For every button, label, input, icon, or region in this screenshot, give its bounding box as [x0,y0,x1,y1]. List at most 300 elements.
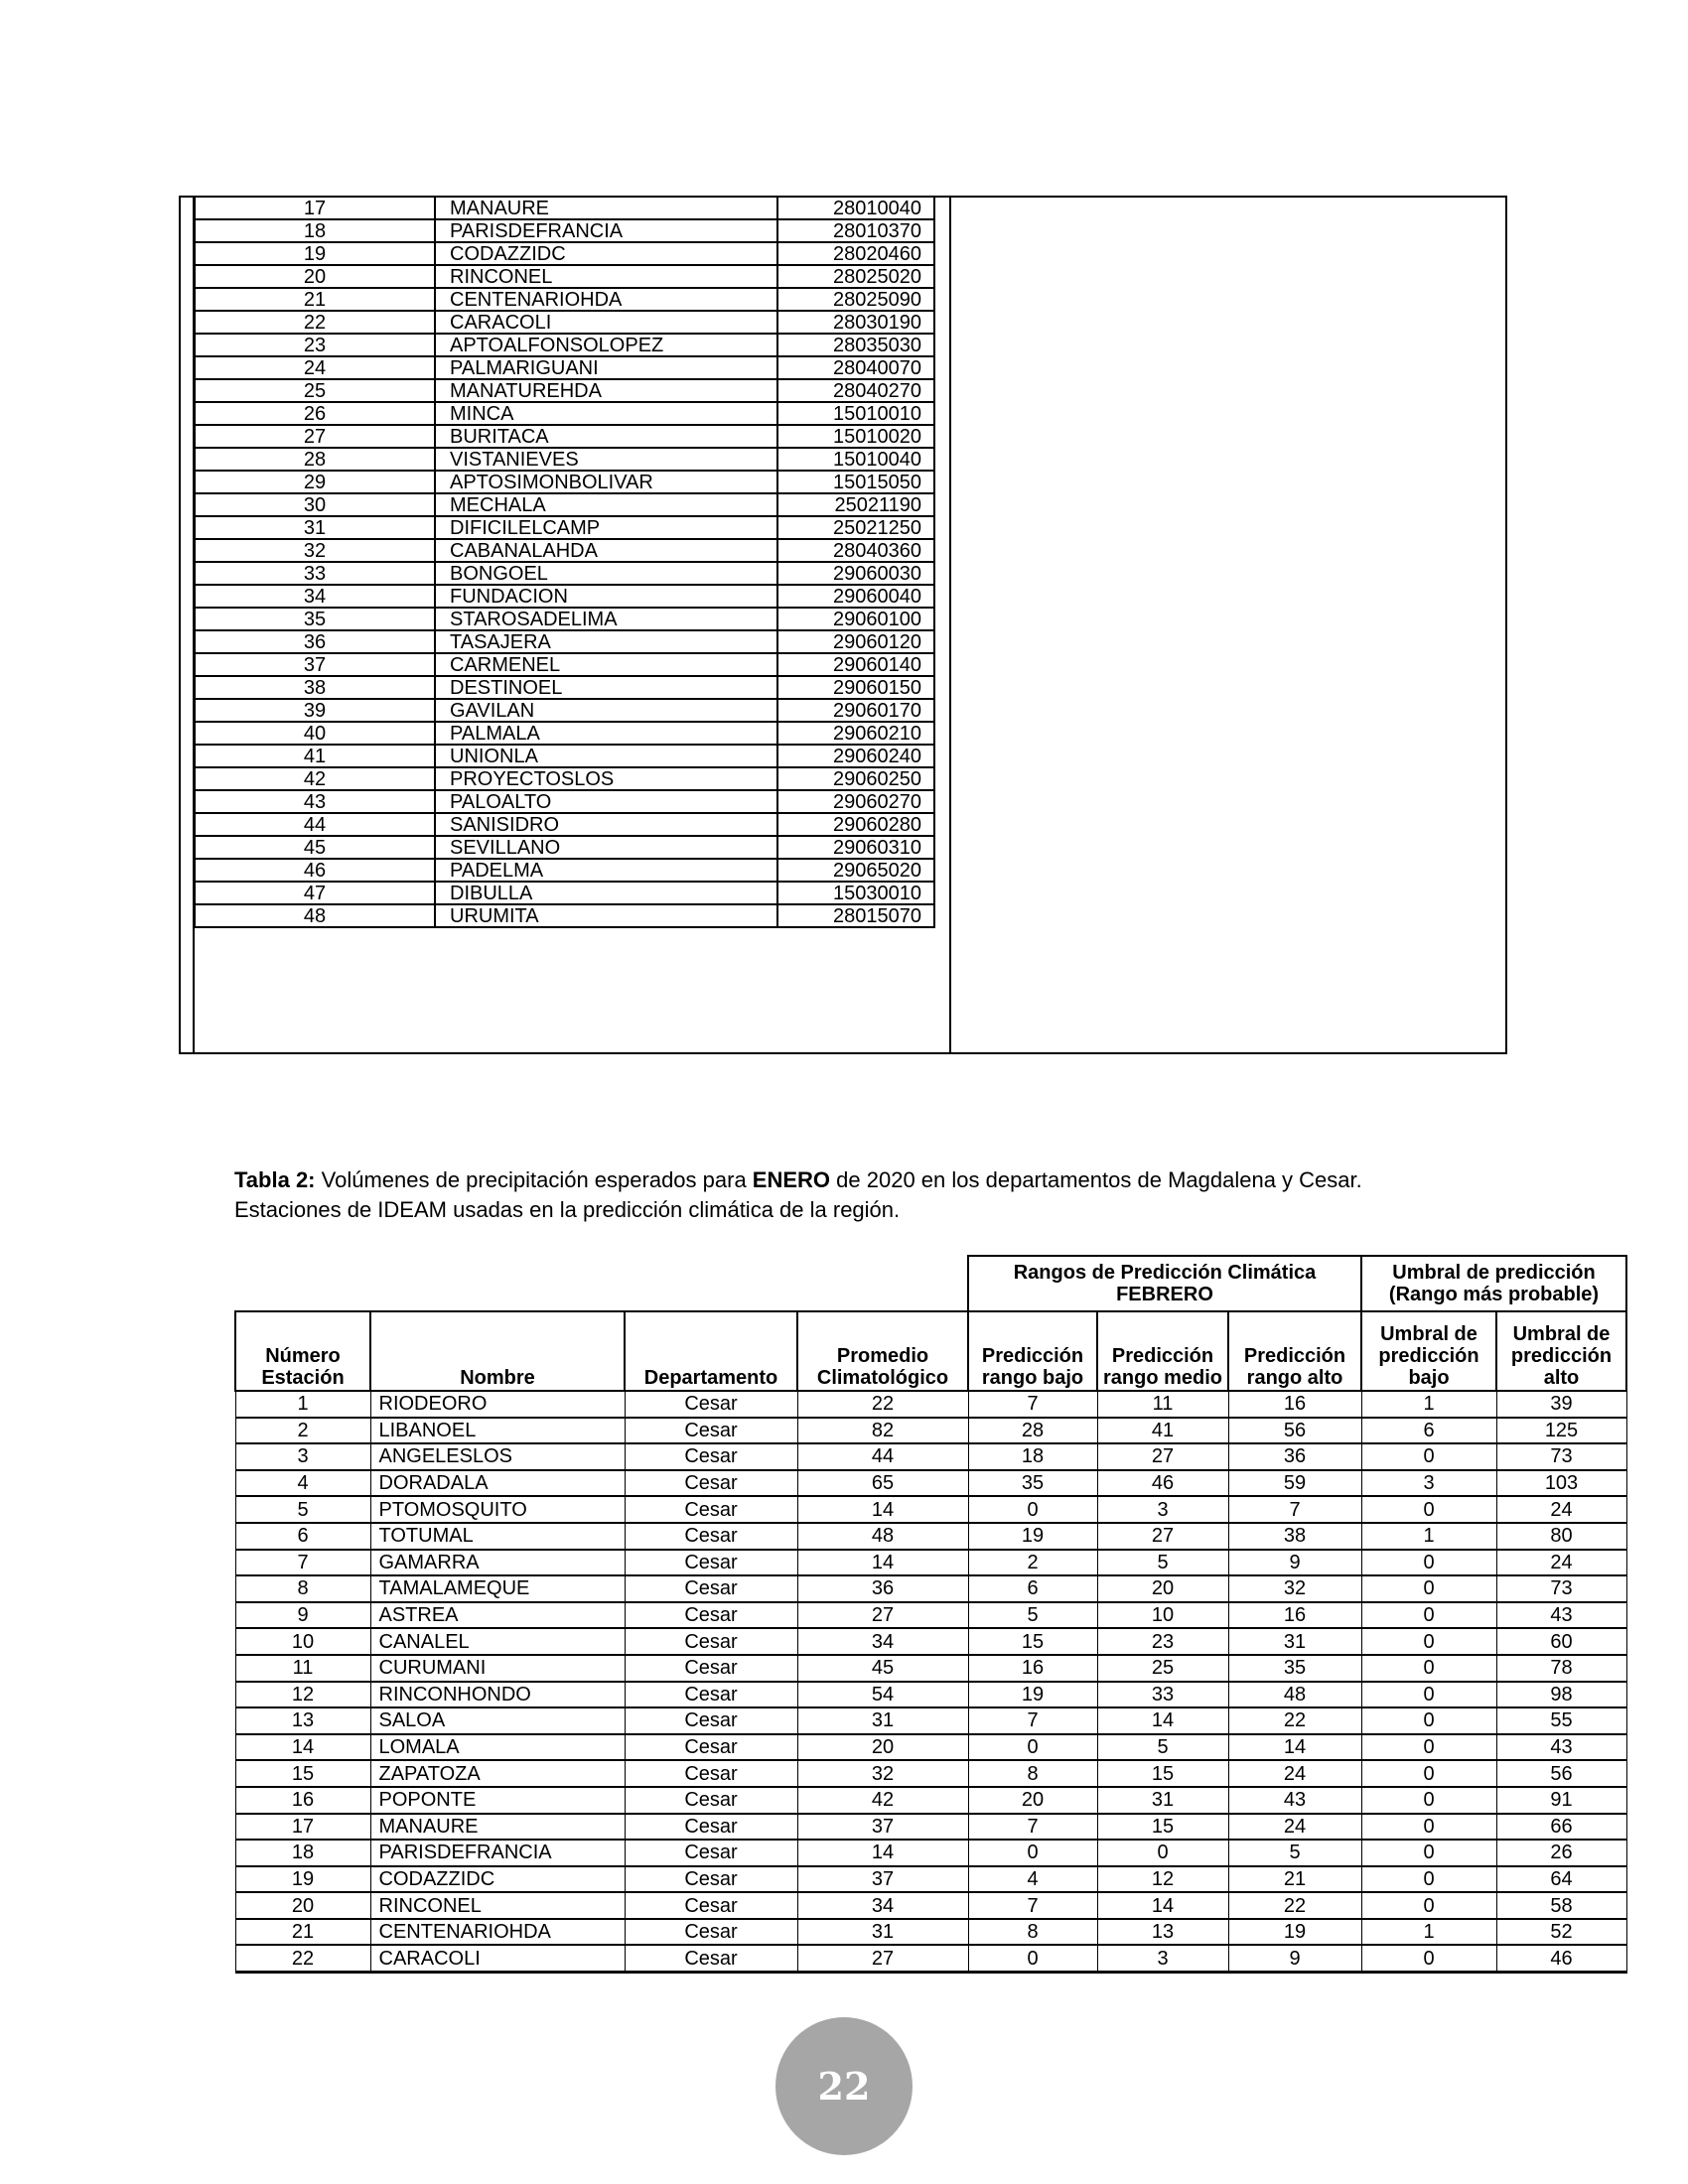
prediction-mid: 41 [1097,1418,1228,1444]
col-header-departamento: Departamento [625,1311,797,1391]
table-row [195,311,934,334]
table1-left-margin-column [179,196,195,1054]
station-code: 29060120 [777,630,934,653]
prediction-mid: 5 [1097,1734,1228,1761]
station-number: 46 [195,859,435,882]
climatological-average: 14 [797,1550,968,1576]
table-row [195,356,934,379]
threshold-low: 1 [1361,1391,1496,1418]
threshold-high: 73 [1496,1575,1626,1602]
station-code: 29060250 [777,767,934,790]
caption-text-b: de 2020 en los departamentos de Magdalena y Cesar. Estaciones de IDEAM usadas en la predicción climática de la región. [234,1167,1362,1222]
station-name: CENTENARIOHDA [370,1919,625,1946]
table-row [235,1787,1626,1814]
station-name: TOTUMAL [370,1523,625,1550]
station-number: 32 [195,539,435,562]
station-number: 42 [195,767,435,790]
prediction-mid: 31 [1097,1787,1228,1814]
prediction-mid: 10 [1097,1602,1228,1629]
station-number: 40 [195,722,435,745]
prediction-low: 18 [968,1443,1097,1470]
station-name: CANALEL [370,1628,625,1655]
climatological-average: 27 [797,1945,968,1972]
threshold-high: 80 [1496,1523,1626,1550]
prediction-low: 35 [968,1470,1097,1497]
precipitation-table [234,1255,1627,1974]
station-name: FUNDACION [435,585,777,608]
station-number: 2 [235,1418,370,1444]
prediction-mid: 12 [1097,1866,1228,1893]
station-name: MANAURE [370,1814,625,1841]
station-number: 35 [195,608,435,630]
station-code: 29060280 [777,813,934,836]
station-name: GAVILAN [435,699,777,722]
climatological-average: 42 [797,1787,968,1814]
department: Cesar [625,1919,797,1946]
prediction-low: 0 [968,1945,1097,1972]
station-number: 1 [235,1391,370,1418]
station-number: 18 [235,1840,370,1866]
station-name: DESTINOEL [435,676,777,699]
station-code: 28025090 [777,288,934,311]
table-row [195,836,934,859]
station-number: 10 [235,1628,370,1655]
threshold-high: 43 [1496,1734,1626,1761]
prediction-low: 20 [968,1787,1097,1814]
station-number: 43 [195,790,435,813]
col-header-nombre: Nombre [370,1311,625,1391]
prediction-high: 38 [1228,1523,1361,1550]
station-code: 29060240 [777,745,934,767]
table-row [195,242,934,265]
station-number: 8 [235,1575,370,1602]
prediction-high: 24 [1228,1814,1361,1841]
threshold-low: 0 [1361,1892,1496,1919]
table-row [235,1443,1626,1470]
prediction-mid: 11 [1097,1391,1228,1418]
prediction-high: 43 [1228,1787,1361,1814]
station-number: 44 [195,813,435,836]
table-row [195,219,934,242]
department: Cesar [625,1655,797,1682]
station-number: 39 [195,699,435,722]
station-number: 30 [195,493,435,516]
table-row [195,539,934,562]
climatological-average: 37 [797,1814,968,1841]
col-header-promedio: Promedio Climatológico [797,1311,968,1391]
table-row [195,197,934,219]
station-number: 23 [195,334,435,356]
threshold-high: 58 [1496,1892,1626,1919]
prediction-low: 7 [968,1814,1097,1841]
threshold-low: 0 [1361,1707,1496,1734]
threshold-high: 56 [1496,1760,1626,1787]
department: Cesar [625,1814,797,1841]
prediction-mid: 27 [1097,1523,1228,1550]
department: Cesar [625,1443,797,1470]
table-row [235,1655,1626,1682]
threshold-high: 24 [1496,1550,1626,1576]
station-name: PALOALTO [435,790,777,813]
station-name: PTOMOSQUITO [370,1496,625,1523]
climatological-average: 34 [797,1892,968,1919]
station-number: 26 [195,402,435,425]
threshold-high: 66 [1496,1814,1626,1841]
threshold-low: 0 [1361,1496,1496,1523]
table-row [195,562,934,585]
table-row [235,1550,1626,1576]
prediction-high: 22 [1228,1892,1361,1919]
station-name: LOMALA [370,1734,625,1761]
threshold-high: 55 [1496,1707,1626,1734]
station-number: 6 [235,1523,370,1550]
station-name: DIFICILELCAMP [435,516,777,539]
station-number: 11 [235,1655,370,1682]
climatological-average: 45 [797,1655,968,1682]
station-number: 19 [195,242,435,265]
prediction-mid: 0 [1097,1840,1228,1866]
threshold-high: 125 [1496,1418,1626,1444]
station-code: 15010020 [777,425,934,448]
prediction-high: 59 [1228,1470,1361,1497]
department: Cesar [625,1787,797,1814]
prediction-mid: 15 [1097,1814,1228,1841]
station-number: 9 [235,1602,370,1629]
station-name: ASTREA [370,1602,625,1629]
station-number: 20 [235,1892,370,1919]
climatological-average: 31 [797,1919,968,1946]
prediction-high: 24 [1228,1760,1361,1787]
station-name: APTOALFONSOLOPEZ [435,334,777,356]
threshold-high: 91 [1496,1787,1626,1814]
table-row [235,1682,1626,1708]
station-name: CABANALAHDA [435,539,777,562]
department: Cesar [625,1470,797,1497]
table-row [235,1945,1626,1972]
prediction-low: 6 [968,1575,1097,1602]
station-name: SEVILLANO [435,836,777,859]
threshold-low: 0 [1361,1682,1496,1708]
table-row [235,1418,1626,1444]
table-row [195,402,934,425]
station-name: MINCA [435,402,777,425]
station-name: POPONTE [370,1787,625,1814]
table-row [195,516,934,539]
table-row [195,493,934,516]
station-name: CARACOLI [370,1945,625,1972]
station-number: 29 [195,471,435,493]
table-row [195,379,934,402]
prediction-high: 22 [1228,1707,1361,1734]
station-name: STAROSADELIMA [435,608,777,630]
department: Cesar [625,1682,797,1708]
station-name: MANAURE [435,197,777,219]
table-row [195,448,934,471]
col-header-umbral-bajo: Umbral de predicción bajo [1361,1311,1496,1391]
station-code: 28010370 [777,219,934,242]
page-number-badge [775,2017,913,2155]
climatological-average: 36 [797,1575,968,1602]
climatological-average: 22 [797,1391,968,1418]
station-code: 29060210 [777,722,934,745]
threshold-high: 78 [1496,1655,1626,1682]
station-number: 48 [195,904,435,927]
station-number: 21 [235,1919,370,1946]
threshold-low: 0 [1361,1655,1496,1682]
prediction-low: 0 [968,1496,1097,1523]
station-name: PALMALA [435,722,777,745]
table-row [195,859,934,882]
station-name: RINCONEL [370,1892,625,1919]
prediction-low: 2 [968,1550,1097,1576]
prediction-mid: 3 [1097,1496,1228,1523]
station-name: PROYECTOSLOS [435,767,777,790]
threshold-low: 0 [1361,1814,1496,1841]
station-number: 21 [195,288,435,311]
station-number: 38 [195,676,435,699]
station-number: 25 [195,379,435,402]
station-code: 28035030 [777,334,934,356]
table1-spacer-column [935,196,951,1054]
prediction-mid: 33 [1097,1682,1228,1708]
station-number: 20 [195,265,435,288]
table-row [195,699,934,722]
threshold-low: 0 [1361,1628,1496,1655]
prediction-low: 15 [968,1628,1097,1655]
prediction-high: 7 [1228,1496,1361,1523]
department: Cesar [625,1707,797,1734]
station-number: 5 [235,1496,370,1523]
station-name: BURITACA [435,425,777,448]
table-row [195,425,934,448]
threshold-low: 0 [1361,1602,1496,1629]
prediction-low: 4 [968,1866,1097,1893]
table-row [195,813,934,836]
station-list-table [194,196,935,928]
station-name: PADELMA [435,859,777,882]
prediction-mid: 20 [1097,1575,1228,1602]
table-row [195,882,934,904]
table-row [235,1575,1626,1602]
station-number: 7 [235,1550,370,1576]
station-code: 25021250 [777,516,934,539]
table-row [235,1866,1626,1893]
station-name: RINCONHONDO [370,1682,625,1708]
table-row [235,1919,1626,1946]
prediction-high: 9 [1228,1550,1361,1576]
threshold-high: 73 [1496,1443,1626,1470]
station-code: 15030010 [777,882,934,904]
threshold-high: 26 [1496,1840,1626,1866]
prediction-low: 16 [968,1655,1097,1682]
table-row [235,1391,1626,1418]
department: Cesar [625,1418,797,1444]
climatological-average: 34 [797,1628,968,1655]
station-number: 31 [195,516,435,539]
department: Cesar [625,1760,797,1787]
prediction-high: 21 [1228,1866,1361,1893]
station-name: PARISDEFRANCIA [370,1840,625,1866]
station-name: MECHALA [435,493,777,516]
prediction-mid: 23 [1097,1628,1228,1655]
threshold-low: 1 [1361,1919,1496,1946]
table-row [195,904,934,927]
station-name: CARMENEL [435,653,777,676]
department: Cesar [625,1496,797,1523]
page-number: 22 [817,2064,871,2109]
table-row [195,653,934,676]
table-row [235,1496,1626,1523]
prediction-high: 36 [1228,1443,1361,1470]
prediction-mid: 25 [1097,1655,1228,1682]
station-name: ZAPATOZA [370,1760,625,1787]
station-name: DIBULLA [435,882,777,904]
prediction-high: 48 [1228,1682,1361,1708]
station-number: 13 [235,1707,370,1734]
climatological-average: 32 [797,1760,968,1787]
table-row [195,585,934,608]
prediction-mid: 5 [1097,1550,1228,1576]
station-number: 3 [235,1443,370,1470]
station-number: 17 [235,1814,370,1841]
station-number: 41 [195,745,435,767]
threshold-high: 24 [1496,1496,1626,1523]
climatological-average: 82 [797,1418,968,1444]
threshold-high: 98 [1496,1682,1626,1708]
header-group-umbral: Umbral de predicción (Rango más probable) [1361,1256,1626,1311]
prediction-high: 5 [1228,1840,1361,1866]
table2-caption [234,1165,1466,1225]
caption-text-a: Volúmenes de precipitación esperados para [315,1167,753,1192]
threshold-low: 0 [1361,1550,1496,1576]
threshold-low: 0 [1361,1734,1496,1761]
table-row [235,1602,1626,1629]
station-code: 29060040 [777,585,934,608]
threshold-low: 3 [1361,1470,1496,1497]
caption-month: ENERO [752,1167,831,1192]
col-header-umbral-alto: Umbral de predicción alto [1496,1311,1626,1391]
department: Cesar [625,1628,797,1655]
department: Cesar [625,1602,797,1629]
station-code: 29060150 [777,676,934,699]
climatological-average: 54 [797,1682,968,1708]
station-name: RIODEORO [370,1391,625,1418]
table-row [235,1628,1626,1655]
station-name: LIBANOEL [370,1418,625,1444]
station-number: 24 [195,356,435,379]
prediction-low: 28 [968,1418,1097,1444]
table-row [195,334,934,356]
station-name: TAMALAMEQUE [370,1575,625,1602]
station-number: 19 [235,1866,370,1893]
station-number: 17 [195,197,435,219]
table-row [235,1840,1626,1866]
prediction-mid: 3 [1097,1945,1228,1972]
station-name: DORADALA [370,1470,625,1497]
threshold-low: 0 [1361,1866,1496,1893]
header-blank [235,1256,968,1311]
table-row [195,676,934,699]
station-number: 45 [195,836,435,859]
table-row [235,1760,1626,1787]
threshold-low: 0 [1361,1787,1496,1814]
station-number: 47 [195,882,435,904]
department: Cesar [625,1550,797,1576]
station-code: 15010040 [777,448,934,471]
header-group-rangos: Rangos de Predicción Climática FEBRERO [968,1256,1361,1311]
station-name: MANATUREHDA [435,379,777,402]
prediction-mid: 14 [1097,1892,1228,1919]
department: Cesar [625,1523,797,1550]
station-code: 29060030 [777,562,934,585]
station-number: 34 [195,585,435,608]
station-name: GAMARRA [370,1550,625,1576]
prediction-high: 35 [1228,1655,1361,1682]
prediction-mid: 13 [1097,1919,1228,1946]
table-row [195,608,934,630]
threshold-low: 0 [1361,1575,1496,1602]
col-header-rango-medio: Predicción rango medio [1097,1311,1228,1391]
threshold-high: 64 [1496,1866,1626,1893]
station-code: 29065020 [777,859,934,882]
station-name: PALMARIGUANI [435,356,777,379]
threshold-high: 43 [1496,1602,1626,1629]
threshold-low: 1 [1361,1523,1496,1550]
station-number: 12 [235,1682,370,1708]
table-row [195,790,934,813]
station-number: 22 [235,1945,370,1972]
threshold-high: 46 [1496,1945,1626,1972]
department: Cesar [625,1892,797,1919]
prediction-low: 19 [968,1523,1097,1550]
prediction-low: 5 [968,1602,1097,1629]
climatological-average: 27 [797,1602,968,1629]
station-code: 15010010 [777,402,934,425]
station-number: 28 [195,448,435,471]
table-row [195,265,934,288]
station-code: 28040270 [777,379,934,402]
prediction-high: 16 [1228,1391,1361,1418]
prediction-high: 32 [1228,1575,1361,1602]
table-row [195,288,934,311]
station-number: 18 [195,219,435,242]
table-row [235,1470,1626,1497]
col-header-numero: Número Estación [235,1311,370,1391]
station-number: 22 [195,311,435,334]
table-row [235,1523,1626,1550]
station-name: CODAZZIDC [435,242,777,265]
station-code: 29060270 [777,790,934,813]
station-code: 29060170 [777,699,934,722]
climatological-average: 37 [797,1866,968,1893]
threshold-low: 6 [1361,1418,1496,1444]
threshold-low: 0 [1361,1945,1496,1972]
station-code: 28025020 [777,265,934,288]
prediction-mid: 14 [1097,1707,1228,1734]
prediction-high: 56 [1228,1418,1361,1444]
station-number: 37 [195,653,435,676]
prediction-low: 7 [968,1391,1097,1418]
station-number: 14 [235,1734,370,1761]
climatological-average: 48 [797,1523,968,1550]
table-row [195,471,934,493]
station-number: 36 [195,630,435,653]
station-number: 4 [235,1470,370,1497]
table-row [195,745,934,767]
prediction-low: 0 [968,1840,1097,1866]
threshold-low: 0 [1361,1840,1496,1866]
station-name: APTOSIMONBOLIVAR [435,471,777,493]
